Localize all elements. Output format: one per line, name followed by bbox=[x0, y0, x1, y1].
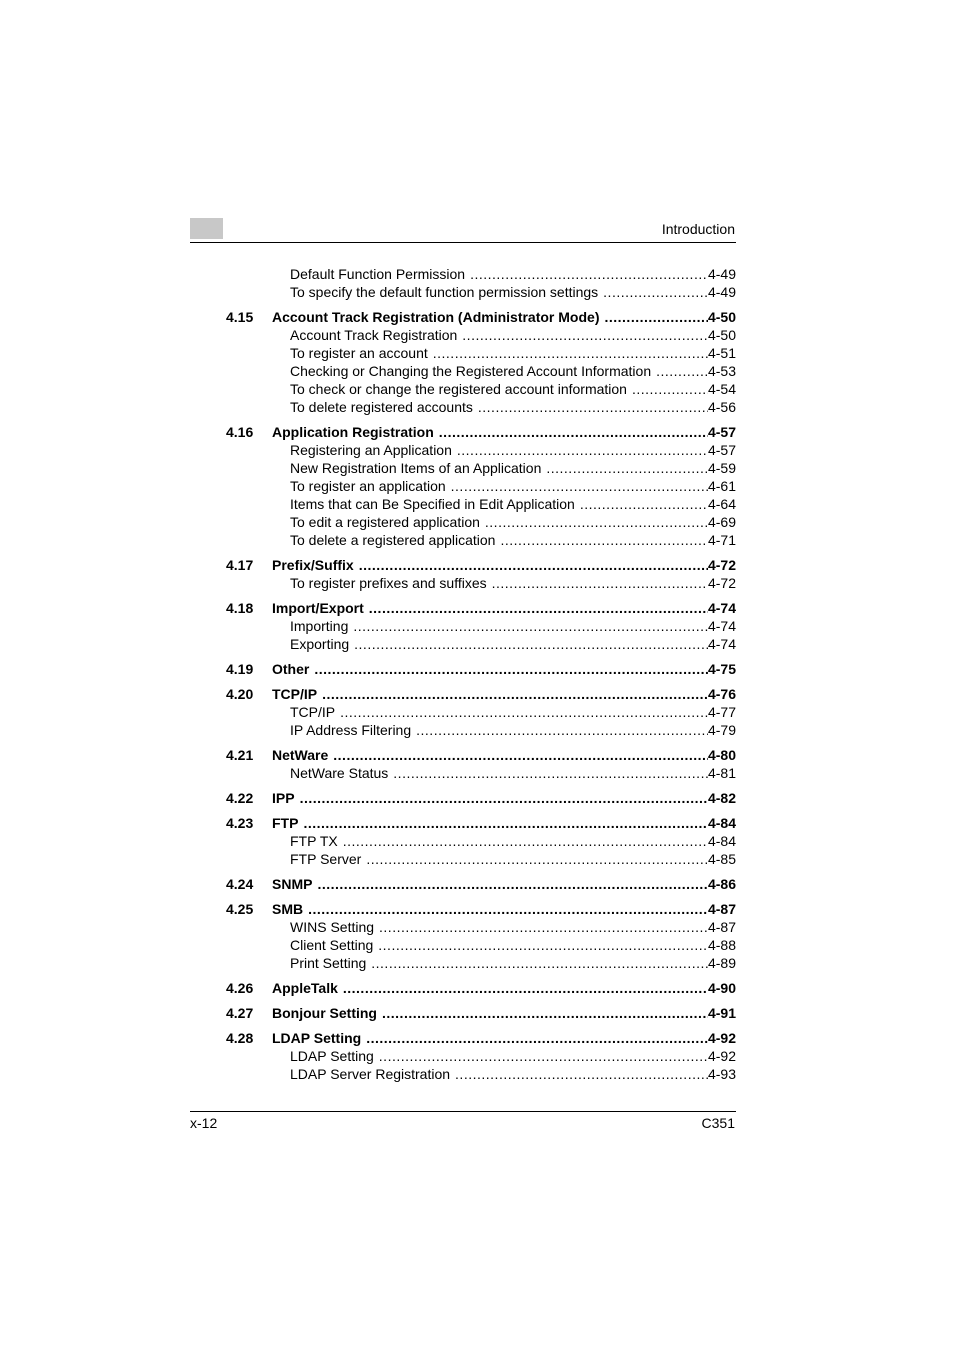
header-divider bbox=[190, 242, 736, 243]
toc-entry-row[interactable] bbox=[190, 362, 736, 380]
toc-page-number: 4-54 bbox=[707, 381, 736, 397]
toc-section-number: 4.15 bbox=[226, 309, 254, 325]
toc-page-number: 4-74 bbox=[707, 618, 736, 634]
toc-section-row[interactable] bbox=[190, 308, 736, 326]
toc-title: Account Track Registration bbox=[290, 327, 458, 343]
toc-line bbox=[290, 721, 736, 739]
toc-entry-row[interactable] bbox=[190, 459, 736, 477]
toc-line bbox=[290, 1065, 736, 1083]
toc-section-row[interactable] bbox=[190, 1004, 736, 1022]
toc-dot-leader bbox=[656, 362, 708, 380]
toc-title: NetWare Status bbox=[290, 765, 389, 781]
toc-section-row[interactable] bbox=[190, 1029, 736, 1047]
toc-line bbox=[290, 398, 736, 416]
toc-dot-leader bbox=[433, 344, 708, 362]
toc-line bbox=[290, 617, 736, 635]
toc-line bbox=[290, 459, 736, 477]
toc-page-number: 4-69 bbox=[707, 514, 736, 530]
toc-section-number: 4.18 bbox=[226, 600, 254, 616]
toc-page-number: 4-51 bbox=[707, 345, 736, 361]
toc-dot-leader bbox=[366, 850, 708, 868]
toc-line bbox=[272, 556, 736, 574]
toc-section-number: 4.19 bbox=[226, 661, 254, 677]
chapter-tab-marker bbox=[190, 218, 223, 239]
toc-dot-leader bbox=[378, 936, 708, 954]
toc-dot-leader bbox=[366, 1029, 708, 1047]
toc-page-number: 4-90 bbox=[707, 980, 736, 996]
toc-page-number: 4-74 bbox=[707, 600, 736, 616]
toc-title: Import/Export bbox=[272, 600, 364, 616]
toc-entry-row[interactable] bbox=[190, 495, 736, 513]
toc-page-number: 4-49 bbox=[707, 284, 736, 300]
toc-title: WINS Setting bbox=[290, 919, 375, 935]
toc-page-number: 4-57 bbox=[707, 442, 736, 458]
toc-section-number: 4.16 bbox=[226, 424, 254, 440]
toc-section-row[interactable] bbox=[190, 900, 736, 918]
toc-page-number: 4-84 bbox=[707, 833, 736, 849]
toc-page-number: 4-71 bbox=[707, 532, 736, 548]
toc-page-number: 4-64 bbox=[707, 496, 736, 512]
toc-page-number: 4-88 bbox=[707, 937, 736, 953]
toc-entry-row[interactable] bbox=[190, 635, 736, 653]
toc-section-row[interactable] bbox=[190, 875, 736, 893]
toc-title: New Registration Items of an Application bbox=[290, 460, 542, 476]
toc-entry-row[interactable] bbox=[190, 850, 736, 868]
toc-dot-leader bbox=[340, 703, 708, 721]
toc-line bbox=[272, 1029, 736, 1047]
toc-title: To delete a registered application bbox=[290, 532, 496, 548]
toc-line bbox=[290, 326, 736, 344]
toc-line bbox=[272, 685, 736, 703]
toc-dot-leader bbox=[308, 900, 708, 918]
toc-line bbox=[272, 1004, 736, 1022]
toc-page-number: 4-50 bbox=[707, 309, 736, 325]
toc-dot-leader bbox=[455, 1065, 708, 1083]
toc-page-number: 4-86 bbox=[707, 876, 736, 892]
toc-title: Prefix/Suffix bbox=[272, 557, 354, 573]
toc-line bbox=[290, 850, 736, 868]
toc-page-number: 4-82 bbox=[707, 790, 736, 806]
toc-entry-row[interactable] bbox=[190, 441, 736, 459]
toc-title: IPP bbox=[272, 790, 295, 806]
toc-entry-row[interactable] bbox=[190, 380, 736, 398]
running-header-title: Introduction bbox=[661, 221, 735, 237]
toc-page-number: 4-61 bbox=[707, 478, 736, 494]
toc-title: To edit a registered application bbox=[290, 514, 480, 530]
toc-title: Items that can Be Specified in Edit Application bbox=[290, 496, 575, 512]
toc-section-row[interactable] bbox=[190, 423, 736, 441]
toc-section-row[interactable] bbox=[190, 599, 736, 617]
toc-page-number: 4-72 bbox=[707, 575, 736, 591]
toc-line bbox=[272, 814, 736, 832]
toc-section-number: 4.26 bbox=[226, 980, 254, 996]
toc-dot-leader bbox=[632, 380, 708, 398]
page-number: x-12 bbox=[190, 1115, 218, 1131]
toc-entry-row[interactable] bbox=[190, 918, 736, 936]
toc-title: Registering an Application bbox=[290, 442, 452, 458]
toc-line bbox=[290, 380, 736, 398]
toc-dot-leader bbox=[300, 789, 708, 807]
toc-page-number: 4-74 bbox=[707, 636, 736, 652]
toc-title: NetWare bbox=[272, 747, 329, 763]
toc-section-number: 4.24 bbox=[226, 876, 254, 892]
toc-title: Bonjour Setting bbox=[272, 1005, 377, 1021]
toc-title: Application Registration bbox=[272, 424, 434, 440]
toc-dot-leader bbox=[393, 764, 708, 782]
toc-line bbox=[290, 283, 736, 301]
toc-title: TCP/IP bbox=[290, 704, 336, 720]
toc-entry-row[interactable] bbox=[190, 477, 736, 495]
toc-line bbox=[290, 832, 736, 850]
toc-line bbox=[290, 936, 736, 954]
toc-entry-row[interactable] bbox=[190, 1065, 736, 1083]
toc-section-number: 4.23 bbox=[226, 815, 254, 831]
toc-dot-leader bbox=[369, 599, 708, 617]
toc-title: SMB bbox=[272, 901, 304, 917]
toc-dot-leader bbox=[485, 513, 708, 531]
toc-entry-row[interactable] bbox=[190, 531, 736, 549]
toc-dot-leader bbox=[462, 326, 708, 344]
toc-section-row[interactable] bbox=[190, 685, 736, 703]
toc-dot-leader bbox=[333, 746, 708, 764]
toc-section-number: 4.17 bbox=[226, 557, 254, 573]
toc-line bbox=[272, 746, 736, 764]
toc-section-number: 4.22 bbox=[226, 790, 254, 806]
toc-entry-row[interactable] bbox=[190, 326, 736, 344]
toc-line bbox=[290, 764, 736, 782]
toc-line bbox=[272, 979, 736, 997]
toc-line bbox=[290, 574, 736, 592]
toc-title: To check or change the registered account information bbox=[290, 381, 627, 397]
toc-line bbox=[290, 1047, 736, 1065]
toc-dot-leader bbox=[546, 459, 708, 477]
toc-title: FTP TX bbox=[290, 833, 338, 849]
toc-title: Importing bbox=[290, 618, 349, 634]
toc-dot-leader bbox=[439, 423, 708, 441]
toc-title: FTP bbox=[272, 815, 299, 831]
toc-title: To specify the default function permission settings bbox=[290, 284, 599, 300]
toc-title: TCP/IP bbox=[272, 686, 318, 702]
toc-line bbox=[290, 265, 736, 283]
toc-entry-row[interactable] bbox=[190, 574, 736, 592]
toc-dot-leader bbox=[478, 398, 708, 416]
toc-dot-leader bbox=[500, 531, 708, 549]
toc-title: To register prefixes and suffixes bbox=[290, 575, 487, 591]
table-of-contents bbox=[190, 265, 736, 1083]
toc-entry-row[interactable] bbox=[190, 513, 736, 531]
toc-entry-row[interactable] bbox=[190, 617, 736, 635]
toc-page-number: 4-81 bbox=[707, 765, 736, 781]
toc-title: Default Function Permission bbox=[290, 266, 466, 282]
toc-line bbox=[290, 477, 736, 495]
toc-title: LDAP Setting bbox=[272, 1030, 362, 1046]
toc-page-number: 4-85 bbox=[707, 851, 736, 867]
toc-page-number: 4-50 bbox=[707, 327, 736, 343]
toc-section-row[interactable] bbox=[190, 789, 736, 807]
toc-entry-row[interactable] bbox=[190, 936, 736, 954]
toc-title: LDAP Server Registration bbox=[290, 1066, 451, 1082]
toc-page-number: 4-79 bbox=[707, 722, 736, 738]
toc-dot-leader bbox=[317, 875, 708, 893]
toc-dot-leader bbox=[343, 832, 708, 850]
toc-title: To register an account bbox=[290, 345, 428, 361]
toc-title: AppleTalk bbox=[272, 980, 338, 996]
toc-title: Checking or Changing the Registered Account Information bbox=[290, 363, 652, 379]
toc-entry-row[interactable] bbox=[190, 954, 736, 972]
toc-page-number: 4-80 bbox=[707, 747, 736, 763]
toc-page-number: 4-56 bbox=[707, 399, 736, 415]
toc-title: SNMP bbox=[272, 876, 313, 892]
toc-section-number: 4.27 bbox=[226, 1005, 254, 1021]
toc-dot-leader bbox=[303, 814, 708, 832]
toc-title: Other bbox=[272, 661, 310, 677]
toc-dot-leader bbox=[416, 721, 708, 739]
toc-line bbox=[272, 423, 736, 441]
toc-title: Account Track Registration (Administrator Mode) bbox=[272, 309, 600, 325]
toc-entry-row[interactable] bbox=[190, 721, 736, 739]
toc-page-number: 4-93 bbox=[707, 1066, 736, 1082]
toc-section-row[interactable] bbox=[190, 814, 736, 832]
toc-section-number: 4.25 bbox=[226, 901, 254, 917]
toc-line bbox=[290, 344, 736, 362]
toc-section-row[interactable] bbox=[190, 979, 736, 997]
toc-title: LDAP Setting bbox=[290, 1048, 374, 1064]
toc-title: Print Setting bbox=[290, 955, 367, 971]
model-name: C351 bbox=[701, 1115, 735, 1131]
toc-dot-leader bbox=[470, 265, 708, 283]
toc-page-number: 4-59 bbox=[707, 460, 736, 476]
toc-line bbox=[272, 599, 736, 617]
toc-dot-leader bbox=[322, 685, 708, 703]
toc-title: To register an application bbox=[290, 478, 446, 494]
toc-dot-leader bbox=[379, 918, 708, 936]
toc-page-number: 4-77 bbox=[707, 704, 736, 720]
toc-line bbox=[290, 513, 736, 531]
toc-dot-leader bbox=[371, 954, 708, 972]
toc-line bbox=[290, 703, 736, 721]
toc-page-number: 4-49 bbox=[707, 266, 736, 282]
toc-page-number: 4-92 bbox=[707, 1048, 736, 1064]
toc-line bbox=[272, 308, 736, 326]
toc-section-row[interactable] bbox=[190, 746, 736, 764]
toc-dot-leader bbox=[457, 441, 708, 459]
toc-line bbox=[290, 635, 736, 653]
toc-entry-row[interactable] bbox=[190, 764, 736, 782]
toc-section-row[interactable] bbox=[190, 660, 736, 678]
footer-divider bbox=[190, 1111, 736, 1112]
toc-page-number: 4-92 bbox=[707, 1030, 736, 1046]
toc-dot-leader bbox=[604, 308, 707, 326]
toc-line bbox=[290, 531, 736, 549]
toc-section-number: 4.21 bbox=[226, 747, 254, 763]
toc-line bbox=[272, 900, 736, 918]
toc-entry-row[interactable] bbox=[190, 265, 736, 283]
toc-dot-leader bbox=[379, 1047, 708, 1065]
toc-entry-row[interactable] bbox=[190, 832, 736, 850]
toc-dot-leader bbox=[359, 556, 708, 574]
toc-dot-leader bbox=[343, 979, 708, 997]
toc-entry-row[interactable] bbox=[190, 1047, 736, 1065]
toc-page-number: 4-75 bbox=[707, 661, 736, 677]
toc-dot-leader bbox=[353, 617, 708, 635]
toc-page-number: 4-84 bbox=[707, 815, 736, 831]
toc-title: Exporting bbox=[290, 636, 350, 652]
toc-dot-leader bbox=[603, 283, 708, 301]
toc-line bbox=[272, 875, 736, 893]
toc-title: To delete registered accounts bbox=[290, 399, 473, 415]
toc-page-number: 4-76 bbox=[707, 686, 736, 702]
toc-dot-leader bbox=[451, 477, 708, 495]
toc-entry-row[interactable] bbox=[190, 703, 736, 721]
toc-title: FTP Server bbox=[290, 851, 362, 867]
toc-line bbox=[290, 954, 736, 972]
toc-line bbox=[272, 660, 736, 678]
toc-entry-row[interactable] bbox=[190, 283, 736, 301]
toc-page-number: 4-57 bbox=[707, 424, 736, 440]
toc-page-number: 4-89 bbox=[707, 955, 736, 971]
toc-line bbox=[290, 441, 736, 459]
toc-page-number: 4-72 bbox=[707, 557, 736, 573]
toc-section-row[interactable] bbox=[190, 556, 736, 574]
toc-line bbox=[290, 918, 736, 936]
toc-title: Client Setting bbox=[290, 937, 374, 953]
toc-entry-row[interactable] bbox=[190, 344, 736, 362]
toc-dot-leader bbox=[580, 495, 708, 513]
toc-line bbox=[290, 495, 736, 513]
toc-dot-leader bbox=[382, 1004, 708, 1022]
toc-dot-leader bbox=[314, 660, 708, 678]
toc-title: IP Address Filtering bbox=[290, 722, 412, 738]
toc-line bbox=[272, 789, 736, 807]
toc-dot-leader bbox=[492, 574, 708, 592]
toc-line bbox=[290, 362, 736, 380]
toc-page-number: 4-91 bbox=[707, 1005, 736, 1021]
toc-section-number: 4.20 bbox=[226, 686, 254, 702]
toc-page-number: 4-53 bbox=[707, 363, 736, 379]
toc-dot-leader bbox=[354, 635, 708, 653]
toc-section-number: 4.28 bbox=[226, 1030, 254, 1046]
toc-page-number: 4-87 bbox=[707, 919, 736, 935]
toc-entry-row[interactable] bbox=[190, 398, 736, 416]
toc-page-number: 4-87 bbox=[707, 901, 736, 917]
